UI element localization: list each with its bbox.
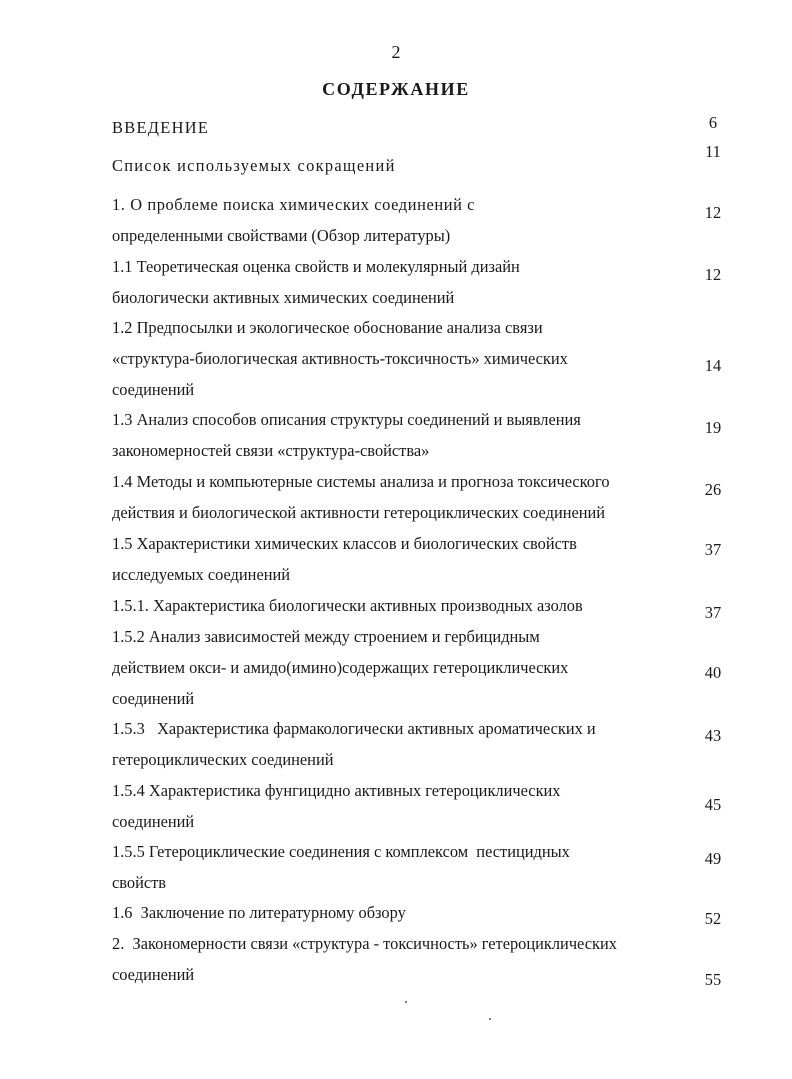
toc-line: действием окси- и амидо(имино)содержащих гетероциклических bbox=[112, 658, 569, 677]
toc-page-number: 19 bbox=[704, 418, 722, 437]
toc-line: 1.1 Теоретическая оценка свойств и молекулярный дизайн bbox=[112, 257, 520, 276]
toc-entry-text bbox=[112, 112, 687, 143]
toc-page-number: 11 bbox=[705, 142, 721, 161]
toc-line: исследуемых соединений bbox=[112, 565, 291, 584]
toc-line: 1. О проблеме поиска химических соединений с bbox=[112, 195, 476, 214]
toc-page-number: 45 bbox=[704, 795, 722, 814]
toc-line: 1.5 Характеристики химических классов и биологических свойств bbox=[112, 534, 577, 553]
toc-page-number: 26 bbox=[704, 480, 722, 499]
toc-line: гетероциклических соединений bbox=[112, 750, 334, 769]
toc-entry-text bbox=[112, 189, 687, 251]
toc-line: 1.4 Методы и компьютерные системы анализа и прогноза токсического bbox=[112, 472, 610, 491]
toc-entry-text bbox=[112, 836, 687, 898]
toc-line: 1.6 Заключение по литературному обзору bbox=[112, 903, 406, 922]
toc-line: закономерностей связи «структура-свойства» bbox=[112, 441, 430, 460]
toc-entry-text bbox=[112, 775, 687, 837]
toc-line: 1.2 Предпосылки и экологическое обоснование анализа связи bbox=[112, 318, 543, 337]
toc-line: 1.3 Анализ способов описания структуры соединений и выявления bbox=[112, 410, 581, 429]
page-title: СОДЕРЖАНИЕ bbox=[322, 79, 470, 99]
toc-line: 1.5.5 Гетероциклические соединения с комплексом пестицидных bbox=[112, 842, 570, 861]
toc-line: соединений bbox=[112, 689, 195, 708]
toc-entry-text bbox=[112, 404, 687, 466]
toc-line: 1.5.1. Характеристика биологически активных производных азолов bbox=[112, 596, 583, 615]
scan-speck bbox=[405, 1001, 407, 1003]
toc-page-number: 37 bbox=[704, 603, 722, 622]
scan-speck bbox=[489, 1018, 491, 1020]
toc-page-number: 12 bbox=[704, 265, 722, 284]
toc-page-number: 40 bbox=[704, 663, 722, 682]
toc-line: «структура-биологическая активность-токсичность» химических bbox=[112, 349, 568, 368]
toc-entry-text bbox=[112, 251, 687, 313]
toc-entry-text bbox=[112, 150, 687, 181]
toc-line: свойств bbox=[112, 873, 167, 892]
toc-entry-text bbox=[112, 528, 687, 590]
toc-line: соединений bbox=[112, 380, 195, 399]
page-number: 2 bbox=[391, 42, 401, 62]
toc-entry-text bbox=[112, 466, 687, 528]
toc-entry-text bbox=[112, 621, 687, 714]
toc-line: соединений bbox=[112, 812, 195, 831]
toc-entry-text bbox=[112, 897, 687, 928]
toc-entry-text bbox=[112, 713, 687, 775]
toc-line: 2. Закономерности связи «структура - токсичность» гетероциклических bbox=[112, 934, 617, 953]
toc-line: ВВЕДЕНИЕ bbox=[112, 118, 210, 137]
toc-line: 1.5.3 Характеристика фармакологически активных ароматических и bbox=[112, 719, 596, 738]
toc-entry-text bbox=[112, 312, 687, 405]
toc-page-number: 49 bbox=[704, 849, 722, 868]
toc-page-number: 12 bbox=[704, 203, 722, 222]
toc-page-number: 14 bbox=[704, 356, 722, 375]
toc-line: биологически активных химических соединений bbox=[112, 288, 455, 307]
toc-page-number: 43 bbox=[704, 726, 722, 745]
toc-page-number: 37 bbox=[704, 540, 722, 559]
toc-line: 1.5.4 Характеристика фунгицидно активных гетероциклических bbox=[112, 781, 561, 800]
toc-page-number: 55 bbox=[704, 970, 722, 989]
toc-page-number: 6 bbox=[708, 113, 718, 132]
toc-line: соединений bbox=[112, 965, 195, 984]
toc-entry-text bbox=[112, 590, 687, 621]
toc-line: действия и биологической активности гетероциклических соединений bbox=[112, 503, 606, 522]
toc-line: Список используемых сокращений bbox=[112, 156, 396, 175]
toc-line: определенными свойствами (Обзор литературы) bbox=[112, 226, 451, 245]
toc-entry-text bbox=[112, 928, 687, 990]
toc-page-number: 52 bbox=[704, 909, 722, 928]
toc-line: 1.5.2 Анализ зависимостей между строением и гербицидным bbox=[112, 627, 540, 646]
